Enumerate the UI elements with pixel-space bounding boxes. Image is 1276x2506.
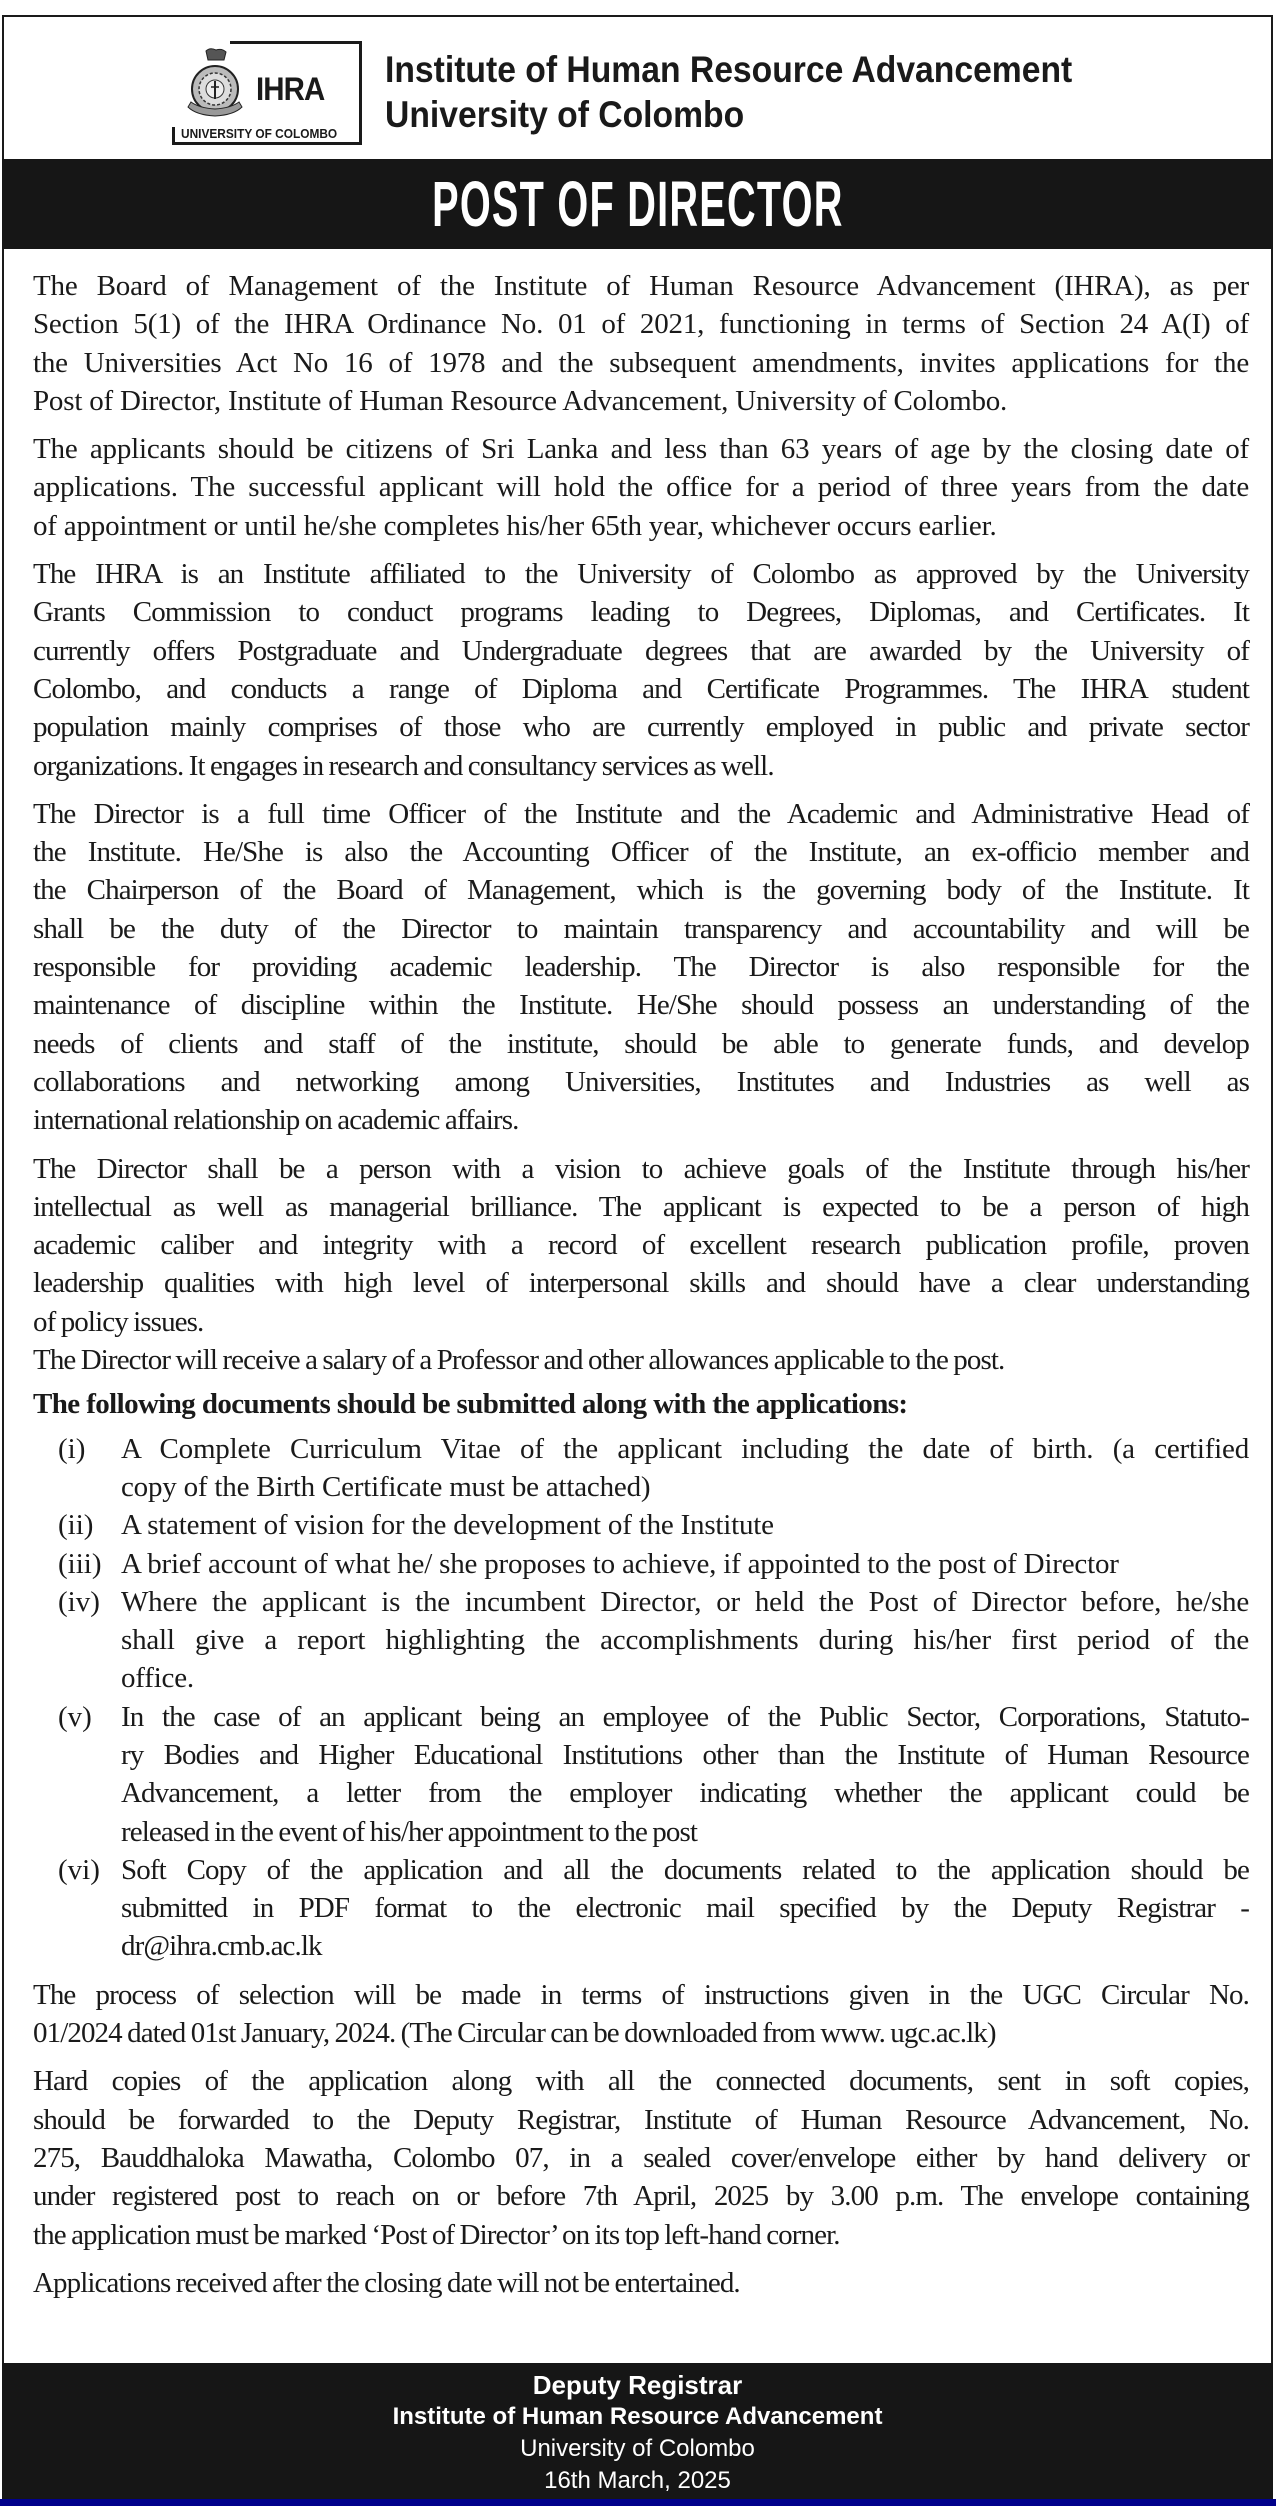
- documents-list: [33, 1430, 1249, 1966]
- text-line: released in the event of his/her appointment to the post: [121, 1815, 698, 1848]
- email-link[interactable]: dr@ihra.cmb.ac.lk: [121, 1930, 322, 1963]
- list-item: [33, 1430, 1249, 1507]
- text-line: Soft Copy of the application and all the documents related to the application should be: [121, 1853, 1249, 1886]
- signatory-university: University of Colombo: [520, 2435, 755, 2462]
- page-title: POST OF DIRECTOR: [431, 168, 844, 240]
- text-line: needs of clients and staff of the institute, should be able to generate funds, and develop: [33, 1027, 1249, 1060]
- text-line: Advancement, a letter from the employer indicating whether the applicant could be: [121, 1777, 1249, 1810]
- signatory-institute: Institute of Human Resource Advancement: [392, 2403, 883, 2430]
- text-line: organizations. It engages in research and consultancy services as well.: [33, 749, 774, 782]
- logo-bracket: [172, 142, 362, 145]
- text-line: A statement of vision for the development of the Institute: [121, 1509, 774, 1542]
- text-line: of policy issues.: [33, 1305, 204, 1338]
- organization-name: [385, 47, 1140, 137]
- text-line: population mainly comprises of those who are currently employed in public and private sector: [33, 711, 1249, 744]
- list-item: [33, 1545, 1249, 1583]
- paragraph-director-role: [33, 795, 1249, 1140]
- text-line: intellectual as well as managerial brilliance. The applicant is expected to be a person of high: [33, 1190, 1249, 1223]
- text-line: shall be the duty of the Director to maintain transparency and accountability and will be: [33, 912, 1249, 945]
- logo-bracket: [230, 41, 360, 44]
- paragraph-salary: [33, 1341, 1249, 1379]
- text-line: under registered post to reach on or before 7th April, 2025 by 3.00 p.m. The envelope containing: [33, 2180, 1249, 2213]
- text-line: should be forwarded to the Deputy Registrar, Institute of Human Resource Advancement, No.: [33, 2103, 1249, 2136]
- text-line: Colombo, and conducts a range of Diploma and Certificate Programmes. The IHRA student: [33, 672, 1249, 705]
- text-line: the Institute. He/She is also the Accounting Officer of the Institute, an ex-officio member and: [33, 836, 1249, 869]
- list-item-number: (vi): [58, 1853, 100, 1886]
- logo-bracket: [172, 127, 175, 145]
- text-line: copy of the Birth Certificate must be attached): [121, 1470, 651, 1503]
- text-line: Hard copies of the application along with all the connected documents, sent in soft copies,: [33, 2065, 1249, 2098]
- text-line: office.: [121, 1662, 194, 1695]
- text-line: the Chairperson of the Board of Management, which is the governing body of the Institute. It: [33, 874, 1249, 907]
- list-item-number: (i): [58, 1432, 86, 1465]
- list-item-number: (iii): [58, 1547, 102, 1580]
- body-content: [33, 267, 1249, 2312]
- text-line: shall give a report highlighting the accomplishments during his/her first period of the: [121, 1624, 1249, 1657]
- text-line: collaborations and networking among Universities, Institutes and Industries as well as: [33, 1065, 1249, 1098]
- logo-subtitle: UNIVERSITY OF COLOMBO: [181, 127, 338, 141]
- list-item: [33, 1851, 1249, 1966]
- university-crest-icon: [184, 47, 246, 121]
- documents-heading: The following documents should be submitted along with the applications:: [33, 1388, 908, 1421]
- text-line: Applications received after the closing date will not be entertained.: [33, 2266, 740, 2299]
- text-line: responsible for providing academic leadership. The Director is also responsible for the: [33, 951, 1249, 984]
- text-line: 275, Bauddhaloka Mawatha, Colombo 07, in a sealed cover/envelope either by hand delivery or: [33, 2141, 1249, 2174]
- text-line: Grants Commission to conduct programs leading to Degrees, Diplomas, and Certificates. It: [33, 596, 1249, 629]
- text-line: the application must be marked ‘Post of Director’ on its top left-hand corner.: [33, 2218, 840, 2251]
- text-line: Section 5(1) of the IHRA Ordinance No. 01 of 2021, functioning in terms of Section 24 A(I) of: [33, 308, 1249, 341]
- advertisement-frame: [2, 15, 1273, 2499]
- list-item: [33, 1698, 1249, 1851]
- text-line: leadership qualities with high level of interpersonal skills and should have a clear understanding: [33, 1267, 1249, 1300]
- text-line: The Director is a full time Officer of the Institute and the Academic and Administrative Head of: [33, 797, 1249, 830]
- list-item-number: (ii): [58, 1509, 94, 1542]
- text-line: of appointment or until he/she completes his/her 65th year, whichever occurs earlier.: [33, 509, 997, 542]
- text-line: The IHRA is an Institute affiliated to the University of Colombo as approved by the University: [33, 558, 1249, 591]
- org-name-line-1: Institute of Human Resource Advancement: [385, 49, 1073, 90]
- bottom-strip: [0, 2499, 1276, 2506]
- text-line: academic caliber and integrity with a record of excellent research publication profile, proven: [33, 1229, 1249, 1262]
- list-item-number: (iv): [58, 1585, 100, 1618]
- text-line: Post of Director, Institute of Human Resource Advancement, University of Colombo.: [33, 384, 1008, 417]
- text-line: maintenance of discipline within the Institute. He/She should possess an understanding of the: [33, 989, 1249, 1022]
- text-line: The Director will receive a salary of a Professor and other allowances applicable to the post.: [33, 1344, 1005, 1377]
- text-line: international relationship on academic affairs.: [33, 1104, 519, 1137]
- signature-footer: [2, 2363, 1273, 2499]
- text-line: ry Bodies and Higher Educational Institutions other than the Institute of Human Resource: [121, 1738, 1249, 1771]
- logo-bracket: [359, 41, 362, 145]
- ihra-logo: [172, 41, 362, 147]
- signatory-title: Deputy Registrar: [532, 2370, 743, 2400]
- text-line: 01/2024 dated 01st January, 2024. (The Circular can be downloaded from www. ugc.ac.lk): [33, 2017, 996, 2050]
- title-band: [2, 159, 1273, 249]
- paragraph-closing-note: [33, 2264, 1249, 2302]
- text-line: submitted in PDF format to the electronic mail specified by the Deputy Registrar -: [121, 1892, 1249, 1925]
- text-line: The process of selection will be made in terms of instructions given in the UGC Circular No.: [33, 1978, 1249, 2011]
- text-line: The Board of Management of the Institute of Human Resource Advancement (IHRA), as per: [33, 270, 1249, 302]
- list-item: [33, 1583, 1249, 1698]
- paragraph-hard-copies: [33, 2062, 1249, 2253]
- text-line: Where the applicant is the incumbent Director, or held the Post of Director before, he/she: [121, 1585, 1249, 1618]
- text-line: the Universities Act No 16 of 1978 and the subsequent amendments, invites applications for the: [33, 346, 1249, 379]
- text-line: applications. The successful applicant will hold the office for a period of three years from the date: [33, 471, 1249, 504]
- paragraph-eligibility: [33, 430, 1249, 545]
- list-item: [33, 1506, 1249, 1544]
- org-name-line-2: University of Colombo: [385, 94, 745, 135]
- text-line: In the case of an applicant being an employee of the Public Sector, Corporations, Statuto-: [121, 1700, 1249, 1733]
- paragraph-about-ihra: [33, 555, 1249, 785]
- paragraph-director-qualities: [33, 1150, 1249, 1341]
- paragraph-board-invitation: [33, 267, 1249, 420]
- text-line: The applicants should be citizens of Sri Lanka and less than 63 years of age by the closing date of: [33, 433, 1249, 466]
- text-line: currently offers Postgraduate and Undergraduate degrees that are awarded by the University of: [33, 634, 1249, 667]
- logo-acronym: IHRA: [256, 71, 325, 107]
- text-line: A Complete Curriculum Vitae of the applicant including the date of birth. (a certified: [121, 1432, 1249, 1465]
- text-line: A brief account of what he/ she proposes to achieve, if appointed to the post of Director: [121, 1547, 1119, 1580]
- notice-date: 16th March, 2025: [544, 2467, 731, 2494]
- paragraph-selection-process: [33, 1976, 1249, 2053]
- header: [4, 17, 1271, 159]
- list-item-number: (v): [58, 1700, 92, 1733]
- text-line: The Director shall be a person with a vision to achieve goals of the Institute through his/her: [33, 1152, 1249, 1185]
